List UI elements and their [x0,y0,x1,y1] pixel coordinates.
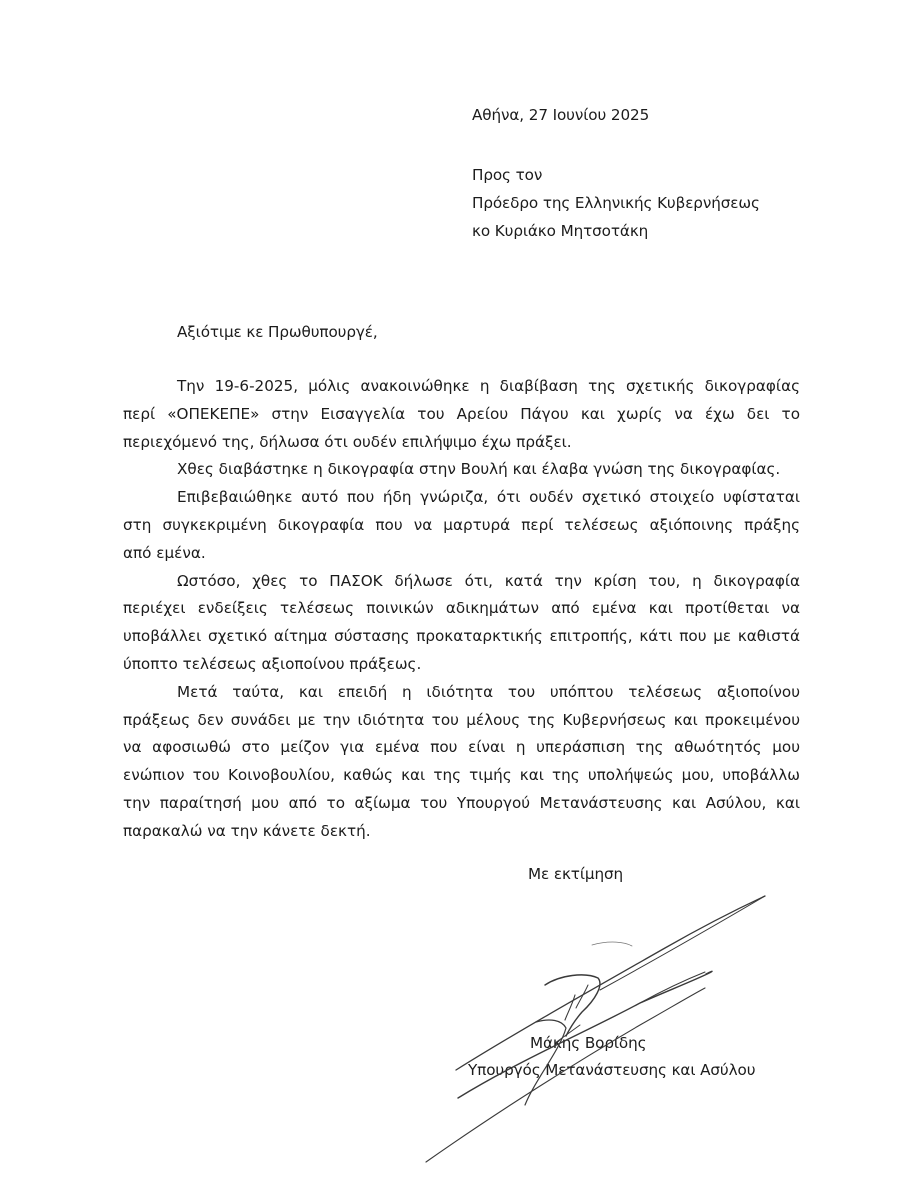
body-line: να αφοσιωθώ στο μείζον για εμένα που είναι η υπεράσπιση της αθωότητός μου [123,738,800,757]
body-line: την παραίτησή μου από το αξίωμα του Υπουργού Μετανάστευσης και Ασύλου, και [123,793,800,812]
body-line: στη συγκεκριμένη δικογραφία που να μαρτυρά περί τελέσεως αξιόποινης πράξης [123,515,800,534]
body-line: παρακαλώ να την κάνετε δεκτή. [123,821,371,840]
letter-header [472,101,760,245]
body-line: Ωστόσο, χθες το ΠΑΣΟΚ δήλωσε ότι, κατά την κρίση του, η δικογραφία [177,571,800,590]
place-date: Αθήνα, 27 Ιουνίου 2025 [472,106,650,124]
recipient-name: κο Κυριάκο Μητσοτάκη [472,222,649,240]
paragraph-2 [123,456,800,484]
paragraph-5 [123,679,800,846]
body-line: Την 19-6-2025, μόλις ανακοινώθηκε η διαβίβαση της σχετικής δικογραφίας [177,377,800,395]
body-line: πράξεως δεν συνάδει με την ιδιότητα του μέλους της Κυβερνήσεως και προκειμένου [123,710,800,729]
body-line: Χθες διαβάστηκε η δικογραφία στην Βουλή και έλαβα γνώση της δικογραφίας. [177,460,781,479]
body-line: περιεχόμενό της, δήλωσα ότι ουδέν επιλήψιμο έχω πράξει. [123,432,572,451]
signer-title: Υπουργός Μετανάστευσης και Ασύλου [468,1061,756,1079]
signer-name: Μάκης Βορίδης [530,1034,647,1052]
body-line: Επιβεβαιώθηκε αυτό που ήδη γνώριζα, ότι ουδέν σχετικό στοιχείο υφίσταται [177,488,800,507]
body-line: περιέχει ενδείξεις τελέσεως ποινικών αδικημάτων από εμένα και προτίθεται να [123,599,800,618]
header-spacer [472,129,760,161]
recipient-title: Πρόεδρο της Ελληνικής Κυβερνήσεως [472,194,760,212]
body-line: ενώπιον του Κοινοβουλίου, καθώς και της τιμής και της υπολήψεώς μου, υποβάλλω [123,766,800,785]
recipient-to: Προς τον [472,166,543,184]
paragraph-3 [123,484,800,567]
letter-body [123,373,800,846]
body-line: από εμένα. [123,543,206,562]
body-line: Μετά ταύτα, και επειδή η ιδιότητα του υπόπτου τελέσεως αξιοποίνου [177,682,800,701]
paragraph-4 [123,568,800,679]
salutation: Αξιότιμε κε Πρωθυπουργέ, [177,323,378,341]
body-line: ύποπτο τελέσεως αξιοποίνου πράξεως. [123,654,422,673]
paragraph-1 [123,373,800,456]
body-line: υποβάλλει σχετικό αίτημα σύστασης προκαταρκτικής επιτροπής, κάτι που με καθιστά [123,627,800,646]
body-line: περί «ΟΠΕΚΕΠΕ» στην Εισαγγελία του Αρείου Πάγου και χωρίς να έχω δει το [123,404,800,423]
closing: Με εκτίμηση [528,865,624,883]
